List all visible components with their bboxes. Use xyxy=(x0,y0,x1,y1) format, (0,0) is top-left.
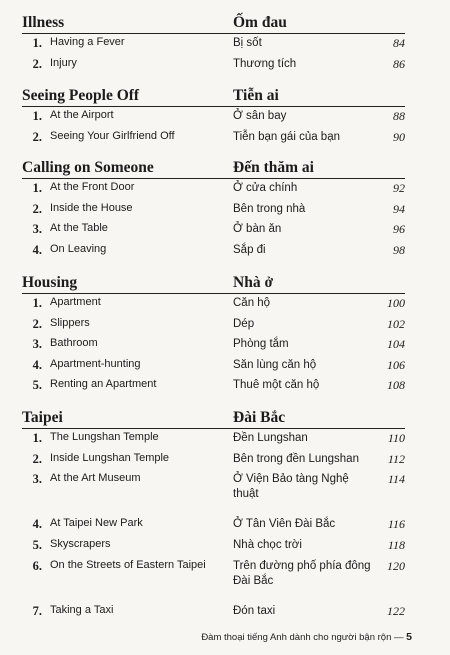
entry-page-number: 114 xyxy=(387,472,405,487)
entry-number: 4. xyxy=(32,242,42,257)
entry-title-en: The Lungshan Temple xyxy=(50,431,159,443)
entry-title-en: Apartment xyxy=(50,296,101,308)
entry-page-number: 88 xyxy=(393,109,405,123)
entry-title-vi: Thương tích xyxy=(233,57,297,70)
entry-title-vi: Đón taxi xyxy=(233,604,276,617)
toc-section xyxy=(0,12,450,71)
entry-number: 2. xyxy=(32,129,42,144)
entry-title-en: Having a Fever xyxy=(50,36,125,48)
entry-number: 1. xyxy=(32,109,42,123)
entry-page-number: 120 xyxy=(387,558,405,573)
entry-number: 4. xyxy=(32,357,42,372)
entry-title-vi: Căn hộ xyxy=(233,297,271,309)
entry-number: 1. xyxy=(32,296,42,310)
entry-page-number: 92 xyxy=(393,181,405,195)
section-heading xyxy=(0,85,450,107)
section-title-vi: Đài Bắc xyxy=(233,409,286,426)
entry-title-vi: Ở Viện Bảo tàng Nghệ thuật xyxy=(233,473,349,501)
entry-page-number: 102 xyxy=(387,316,405,331)
section-title-en: Illness xyxy=(22,14,65,31)
entry-title-en: Inside Lungshan Temple xyxy=(50,451,170,464)
entry-page-number: 116 xyxy=(387,517,405,532)
entry-title-vi: Bên trong nhà xyxy=(233,202,306,215)
entry-title-vi: Bị sốt xyxy=(233,37,262,49)
section-title-en: Housing xyxy=(22,274,78,291)
entry-number: 5. xyxy=(32,378,42,393)
entry-page-number: 84 xyxy=(393,36,405,50)
entry-number: 7. xyxy=(32,603,42,618)
entry-title-en: Inside the House xyxy=(50,201,133,214)
entry-title-en: Renting an Apartment xyxy=(50,378,157,391)
section-title-en: Seeing People Off xyxy=(22,87,140,104)
entry-page-number: 90 xyxy=(393,129,405,144)
section-heading xyxy=(0,272,450,294)
entry-title-vi: Ở sân bay xyxy=(233,110,287,122)
entry-title-en: Seeing Your Girlfriend Off xyxy=(50,129,175,142)
entry-title-en: On Leaving xyxy=(50,242,107,255)
section-divider xyxy=(22,106,405,108)
entry-number: 5. xyxy=(32,538,42,552)
entry-number: 1. xyxy=(32,36,42,50)
entry-page-number: 100 xyxy=(387,296,405,310)
toc-section xyxy=(0,272,450,393)
section-title-vi: Đến thăm ai xyxy=(233,159,314,176)
entry-title-vi: Đền Lungshan xyxy=(233,432,308,444)
entry-number: 2. xyxy=(32,201,42,216)
entry-title-vi: Bên trong đền Lungshan xyxy=(233,452,359,465)
section-heading xyxy=(0,157,450,179)
footer-text: Đàm thoại tiếng Anh dành cho người bận rộn — xyxy=(201,632,404,643)
entry-number: 1. xyxy=(32,431,42,445)
page-footer xyxy=(201,631,412,643)
section-title-vi: Ốm đau xyxy=(233,14,287,31)
entry-title-en: Bathroom xyxy=(50,337,98,350)
entry-page-number: 94 xyxy=(393,201,405,216)
entry-number: 3. xyxy=(32,222,42,237)
section-title-vi: Tiễn ai xyxy=(233,87,279,104)
entry-page-number: 108 xyxy=(387,378,405,393)
entry-page-number: 122 xyxy=(387,603,405,618)
entry-number: 1. xyxy=(32,181,42,195)
entry-number: 2. xyxy=(32,56,42,71)
entry-title-vi: Thuê một căn hộ xyxy=(233,379,320,392)
entry-title-en: At Taipei New Park xyxy=(50,517,143,530)
entry-page-number: 112 xyxy=(387,451,405,466)
entry-number: 2. xyxy=(32,451,42,466)
entry-title-vi: Ở bàn ăn xyxy=(233,223,282,236)
entry-page-number: 106 xyxy=(387,357,405,372)
entry-title-en: At the Front Door xyxy=(50,181,135,193)
entry-page-number: 118 xyxy=(387,538,405,552)
entry-title-en: Apartment-hunting xyxy=(50,357,141,370)
section-title-en: Calling on Someone xyxy=(22,159,154,176)
section-title-vi: Nhà ở xyxy=(233,274,274,291)
entry-title-en: At the Art Museum xyxy=(50,472,141,485)
entry-title-en: At the Table xyxy=(50,222,108,235)
entry-page-number: 110 xyxy=(387,431,405,445)
entry-title-en: At the Airport xyxy=(50,109,114,121)
entry-number: 4. xyxy=(32,517,42,532)
entry-title-en: Injury xyxy=(50,56,77,69)
entry-title-vi: Săn lùng căn hộ xyxy=(233,358,317,371)
entry-title-vi: Nhà chọc trời xyxy=(233,539,302,551)
entry-number: 3. xyxy=(32,472,42,487)
entry-title-en: Slippers xyxy=(50,316,90,329)
section-title-en: Taipei xyxy=(22,409,63,426)
entry-page-number: 98 xyxy=(393,242,405,257)
toc-section xyxy=(0,407,450,618)
entry-title-vi: Sắp đi xyxy=(233,243,266,256)
entry-title-en: Skyscrapers xyxy=(50,538,111,550)
section-divider xyxy=(22,293,405,295)
entry-title-vi: Ở Tân Viên Đài Bắc xyxy=(233,518,336,531)
section-divider xyxy=(22,33,405,35)
toc-section xyxy=(0,85,450,144)
entry-title-vi: Ở cửa chính xyxy=(233,182,298,194)
section-divider xyxy=(22,178,405,180)
entry-number: 2. xyxy=(32,316,42,331)
section-divider xyxy=(22,428,405,430)
entry-page-number: 96 xyxy=(393,222,405,237)
toc-section xyxy=(0,157,450,257)
entry-title-vi: Trên đường phố phía đông Đài Bắc xyxy=(233,559,371,587)
entry-title-vi: Dép xyxy=(233,317,255,330)
section-heading xyxy=(0,12,450,34)
section-heading xyxy=(0,407,450,429)
footer-page-number: 5 xyxy=(406,631,412,643)
entry-number: 6. xyxy=(32,558,42,573)
entry-title-vi: Phòng tắm xyxy=(233,338,289,351)
entry-page-number: 104 xyxy=(387,337,405,352)
entry-number: 3. xyxy=(32,337,42,352)
entry-title-vi: Tiễn bạn gái của bạn xyxy=(233,130,340,143)
entry-page-number: 86 xyxy=(393,56,405,71)
entry-title-en: On the Streets of Eastern Taipei xyxy=(50,558,206,571)
entry-title-en: Taking a Taxi xyxy=(50,603,114,616)
